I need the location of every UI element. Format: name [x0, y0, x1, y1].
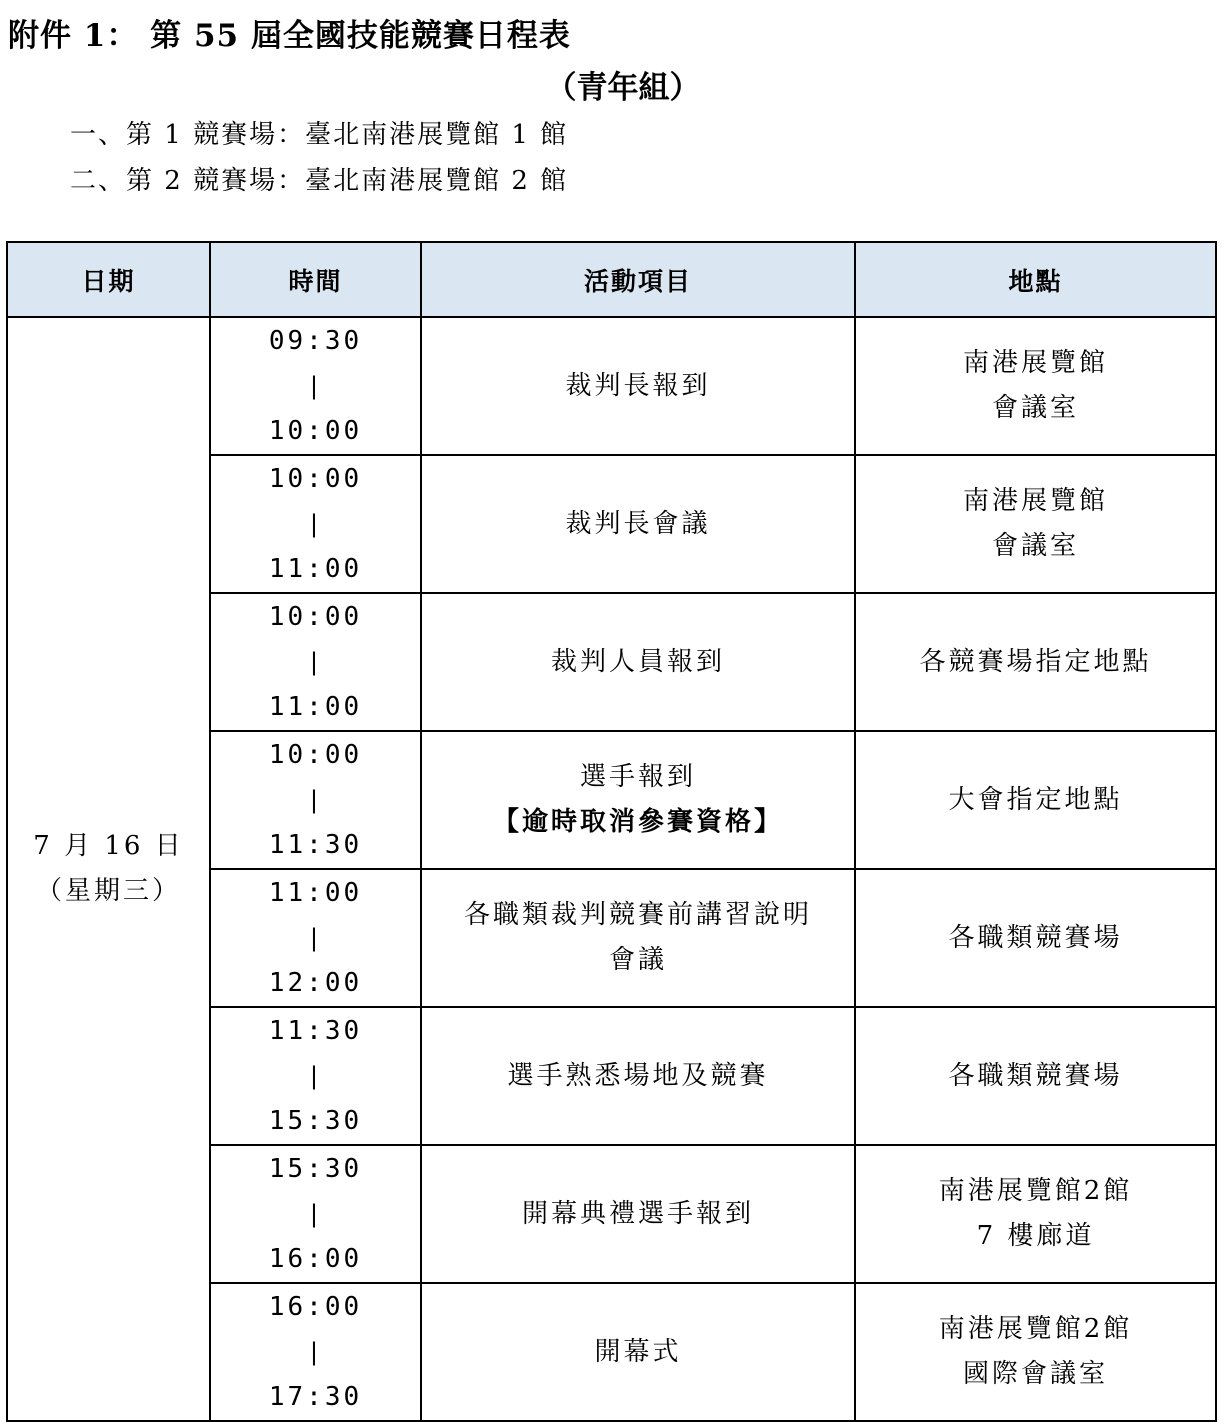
location-text: 南港展覽館	[962, 348, 1108, 378]
time-separator: |	[306, 1337, 325, 1366]
location-text: 南港展覽館2館	[938, 1314, 1133, 1344]
location-cell	[855, 455, 1216, 593]
time-start: 16:00	[268, 1291, 363, 1322]
time-separator: |	[306, 1199, 325, 1228]
location-cell	[855, 731, 1216, 869]
document-subtitle: （青年組）	[545, 70, 701, 106]
activity-text: 裁判長會議	[565, 508, 711, 539]
location-text: 南港展覽館2館	[938, 1176, 1133, 1206]
time-end: 11:30	[268, 829, 363, 860]
location-cell	[855, 317, 1216, 455]
activity-cell	[421, 593, 855, 731]
time-end: 11:00	[268, 553, 363, 584]
header-activity: 活動項目	[421, 242, 855, 317]
location-text: 各職類競賽場	[948, 1060, 1123, 1091]
time-end: 11:00	[268, 691, 363, 722]
location-cell	[855, 593, 1216, 731]
activity-cell	[421, 1283, 855, 1421]
activity-cell	[421, 869, 855, 1007]
document-title: 附件 1： 第 55 屆全國技能競賽日程表	[8, 18, 571, 54]
time-separator: |	[306, 785, 325, 814]
location-text: 大會指定地點	[948, 784, 1123, 815]
activity-text: 裁判長報到	[565, 370, 711, 401]
time-separator: |	[306, 647, 325, 676]
table-row	[7, 317, 1216, 455]
time-separator: |	[306, 923, 325, 952]
time-cell	[210, 869, 421, 1007]
time-start: 11:30	[268, 1015, 363, 1046]
time-end: 17:30	[268, 1381, 363, 1412]
time-start: 09:30	[268, 325, 363, 356]
activity-text: 會議	[608, 945, 667, 975]
location-text: 各競賽場指定地點	[919, 646, 1152, 677]
time-end: 12:00	[268, 967, 363, 998]
venue-2: 二、第 2 競賽場：臺北南港展覽館 2 館	[70, 166, 569, 196]
activity-cell	[421, 731, 855, 869]
location-cell	[855, 1145, 1216, 1283]
location-text: 會議室	[991, 393, 1079, 423]
activity-text: 選手熟悉場地及競賽	[507, 1060, 769, 1091]
time-cell	[210, 593, 421, 731]
time-end: 16:00	[268, 1243, 363, 1274]
activity-text: 裁判人員報到	[550, 646, 725, 677]
activity-cell	[421, 1145, 855, 1283]
location-text: 南港展覽館	[962, 486, 1108, 516]
location-text: 會議室	[991, 531, 1079, 561]
activity-text: 開幕式	[594, 1336, 682, 1367]
time-separator: |	[306, 371, 325, 400]
schedule-table	[6, 241, 1217, 1422]
time-cell	[210, 455, 421, 593]
header-date: 日期	[7, 242, 210, 317]
header-row	[7, 242, 1216, 317]
time-cell	[210, 731, 421, 869]
time-start: 10:00	[268, 601, 363, 632]
time-start: 11:00	[268, 877, 363, 908]
time-separator: |	[306, 1061, 325, 1090]
activity-note: 【逾時取消參賽資格】	[492, 807, 783, 837]
activity-text: 選手報到	[579, 762, 696, 792]
activity-cell	[421, 1007, 855, 1145]
location-text: 7 樓廊道	[976, 1221, 1095, 1251]
time-start: 10:00	[268, 463, 363, 494]
location-cell	[855, 1283, 1216, 1421]
activity-text: 各職類裁判競賽前講習說明	[463, 900, 812, 930]
location-cell	[855, 1007, 1216, 1145]
activity-text: 開幕典禮選手報到	[521, 1198, 754, 1229]
date-line: 7 月 16 日	[33, 831, 184, 861]
time-separator: |	[306, 509, 325, 538]
header-time: 時間	[210, 242, 421, 317]
time-end: 15:30	[268, 1105, 363, 1136]
date-cell	[7, 317, 210, 1421]
location-text: 國際會議室	[962, 1359, 1108, 1389]
activity-cell	[421, 317, 855, 455]
location-cell	[855, 869, 1216, 1007]
time-start: 15:30	[268, 1153, 363, 1184]
time-cell	[210, 1283, 421, 1421]
time-end: 10:00	[268, 415, 363, 446]
schedule-body	[7, 317, 1216, 1421]
header-location: 地點	[855, 242, 1216, 317]
venue-1: 一、第 1 競賽場：臺北南港展覽館 1 館	[70, 120, 569, 150]
location-text: 各職類競賽場	[948, 922, 1123, 953]
activity-cell	[421, 455, 855, 593]
time-start: 10:00	[268, 739, 363, 770]
time-cell	[210, 1007, 421, 1145]
weekday-line: （星期三）	[35, 876, 181, 906]
time-cell	[210, 1145, 421, 1283]
time-cell	[210, 317, 421, 455]
